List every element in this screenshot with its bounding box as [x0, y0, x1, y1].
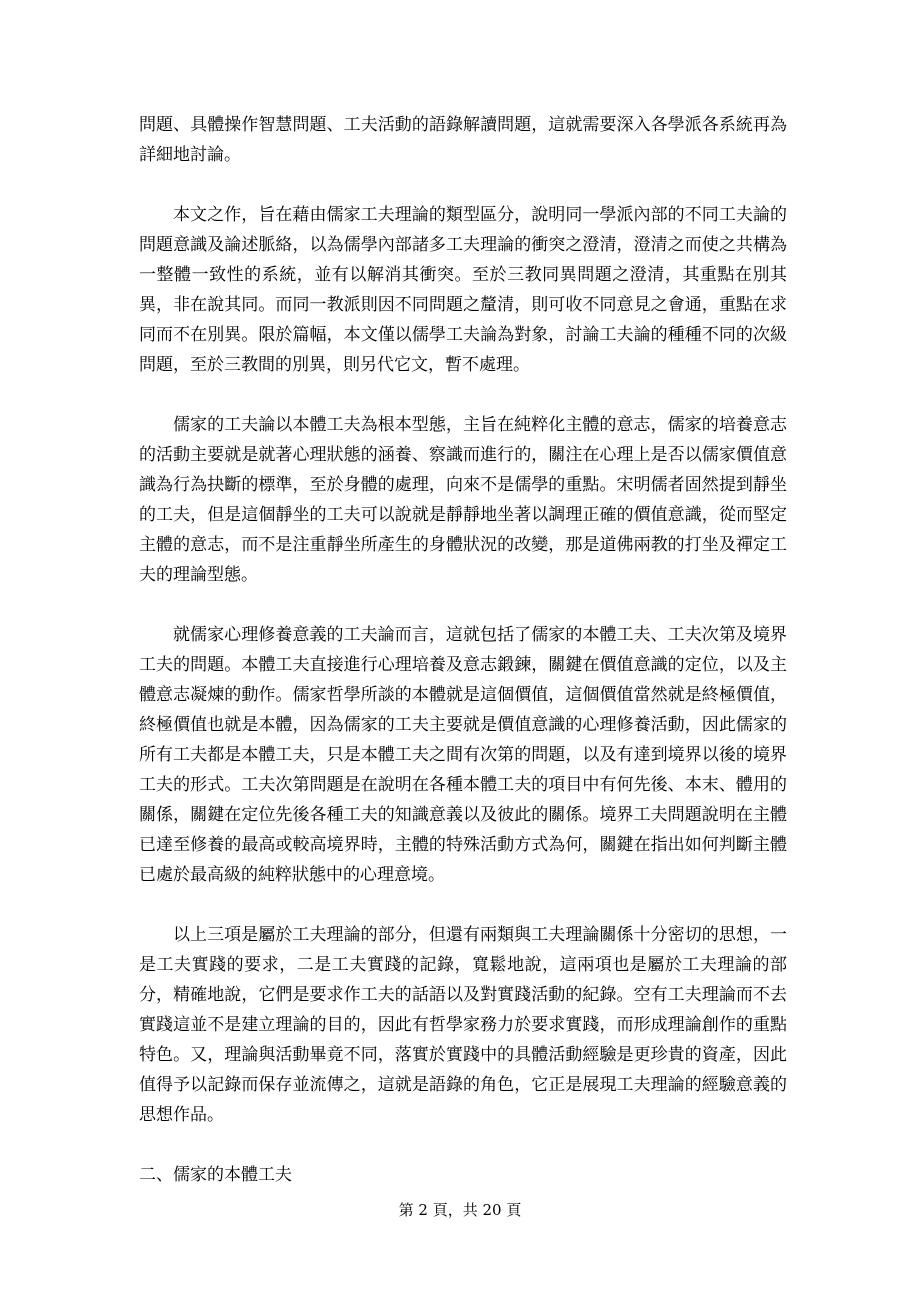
section-heading: 二、儒家的本體工夫	[139, 1165, 292, 1185]
paragraph-practice-records: 以上三項是屬於工夫理論的部分，但還有兩類與工夫理論關係十分密切的思想，一是工夫實踐的要求，二是工夫實踐的記錄，寬鬆地說，這兩項也是屬於工夫理論的部分，精確地說，它們是要求作工夫的話語以及對實踐活動的紀錄。空有工夫理論而不去實踐這並不是建立理論的目的，因此有哲學家務力於要求實踐，而形成理論創作的重點特色。又，理論與活動畢竟不同，落實於實踐中的具體活動經驗是更珍貴的資產，因此值得予以記錄而保存並流傳之，這就是語錄的角色，它正是展現工夫理論的經驗意義的思想作品。	[139, 925, 787, 1125]
document-body	[139, 110, 787, 1190]
paragraph-purpose: 本文之作，旨在藉由儒家工夫理論的類型區分，說明同一學派內部的不同工夫論的問題意識及論述脈絡，以為儒學內部諸多工夫理論的衝突之澄清，澄清之而使之共構為一整體一致性的系統，並有以解消其衝突。至於三教同異問題之澄清，其重點在別其異，非在說其同。而同一教派則因不同問題之釐清，則可收不同意見之會通，重點在求同而不在別異。限於篇幅，本文僅以儒學工夫論為對象，討論工夫論的種種不同的次級問題，至於三教間的別異，則另代它文，暫不處理。	[139, 205, 787, 375]
paragraph-psychological-cultivation: 就儒家心理修養意義的工夫論而言，這就包括了儒家的本體工夫、工夫次第及境界工夫的問題。本體工夫直接進行心理培養及意志鍛鍊，關鍵在價值意識的定位，以及主體意志凝煉的動作。儒家哲學所談的本體就是這個價值，這個價值當然就是終極價值，終極價值也就是本體，因為儒家的工夫主要就是價值意識的心理修養活動，因此儒家的所有工夫都是本體工夫，只是本體工夫之間有次第的問題，以及有達到境界以後的境界工夫的形式。工夫次第問題是在說明在各種本體工夫的項目中有何先後、本末、體用的關係，關鍵在定位先後各種工夫的知識意義以及彼此的關係。境界工夫問題說明在主體已達至修養的最高或較高境界時，主體的特殊活動方式為何，關鍵在指出如何判斷主體已處於最高級的純粹狀態中的心理意境。	[139, 625, 787, 885]
page-footer: 第 2 頁，共 20 頁	[398, 1201, 522, 1219]
paragraph-benti-gongfu: 儒家的工夫論以本體工夫為根本型態，主旨在純粹化主體的意志，儒家的培養意志的活動主要就是就著心理狀態的涵養、察識而進行的，關注在心理上是否以儒家價值意識為行為抉斷的標準，至於身體的處理，向來不是儒學的重點。宋明儒者固然提到靜坐的工夫，但是這個靜坐的工夫可以說就是靜靜地坐著以調理正確的價值意識，從而堅定主體的意志，而不是注重靜坐所產生的身體狀況的改變，那是道佛兩教的打坐及禪定工夫的理論型態。	[139, 415, 787, 585]
paragraph-continuation: 問題、具體操作智慧問題、工夫活動的語錄解讀問題，這就需要深入各學派各系統再為詳細地討論。	[139, 115, 787, 165]
